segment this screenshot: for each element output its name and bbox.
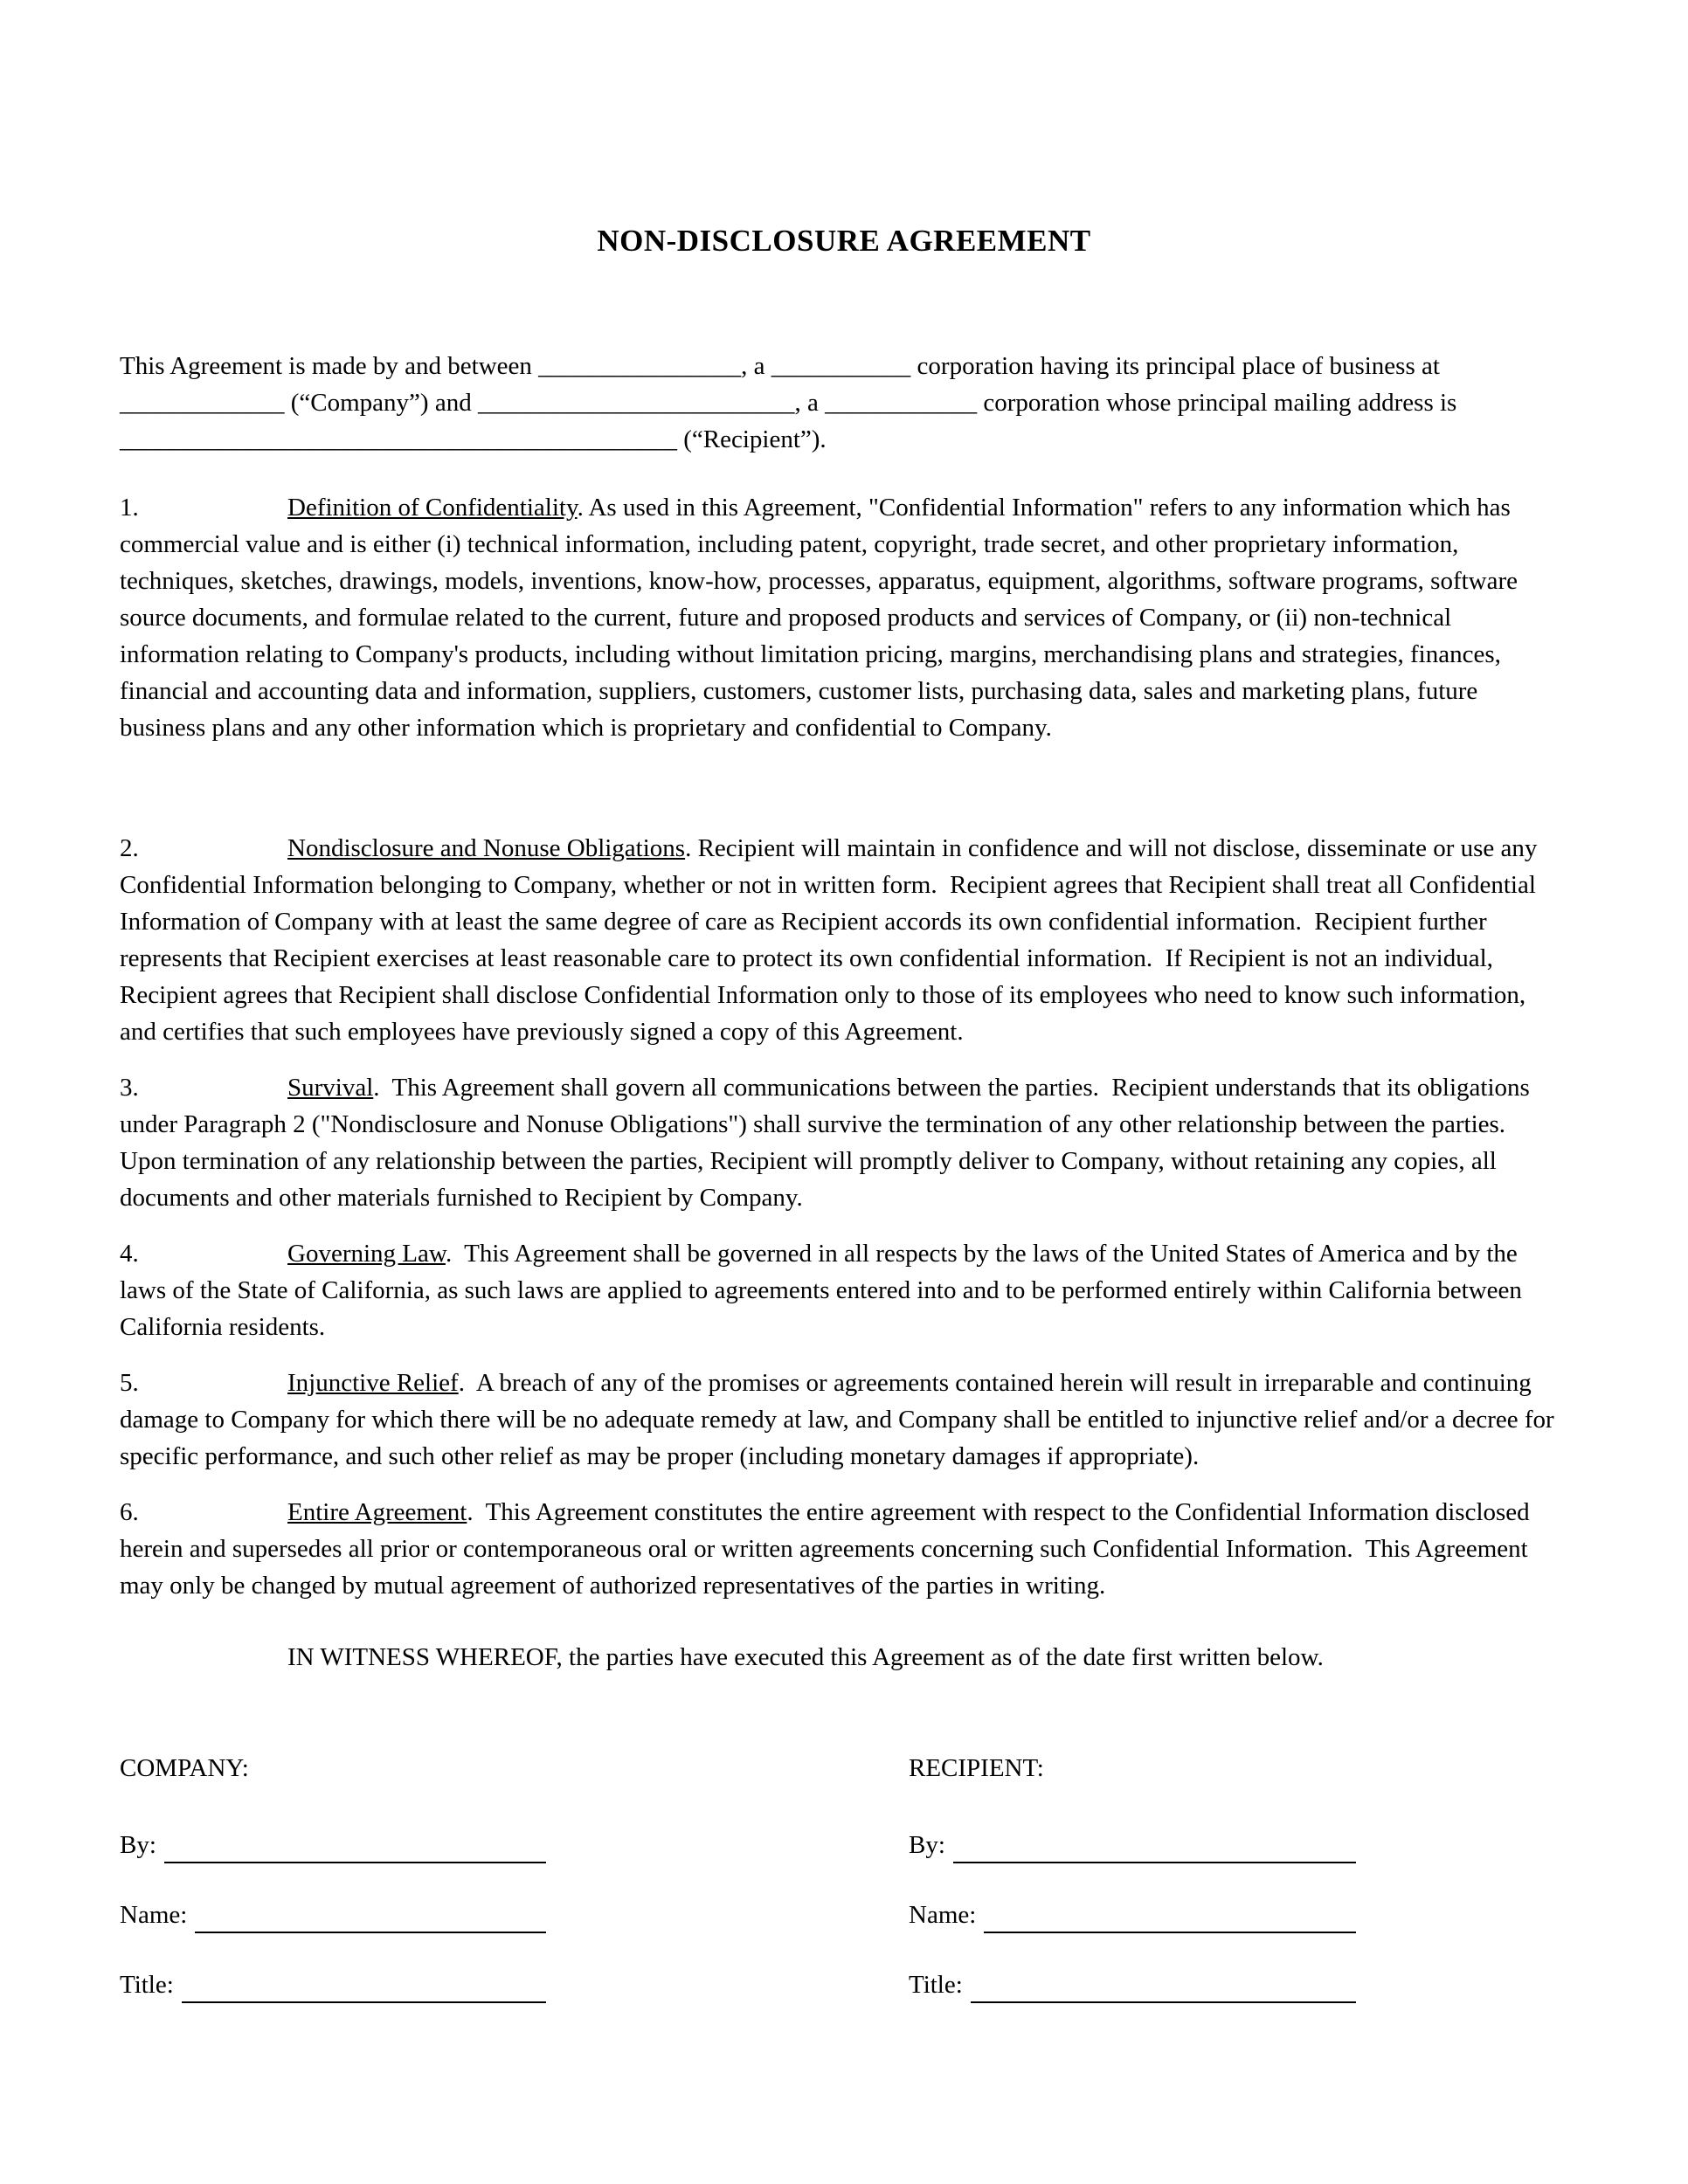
section-4-governing-law <box>120 1235 1568 1345</box>
section-6-heading: Entire Agreement <box>287 1498 467 1526</box>
section-1-number: 1. <box>120 494 139 522</box>
recipient-name-label: Name: <box>909 1901 977 1929</box>
section-5-heading: Injunctive Relief <box>287 1369 459 1397</box>
recipient-label: RECIPIENT: <box>909 1754 1044 1782</box>
signature-block <box>120 1750 1568 2036</box>
section-3-heading: Survival <box>287 1074 374 1102</box>
intro-line-3: ____________________________________________ (“Recipient”). <box>120 425 827 453</box>
witness-clause: IN WITNESS WHEREOF, the parties have executed this Agreement as of the date first written below. <box>287 1643 1324 1671</box>
section-2-number: 2. <box>120 834 139 862</box>
recipient-name-blank <box>984 1900 1356 1933</box>
intro-line-1: This Agreement is made by and between ________________, a ___________ corporation having its principal place of business at <box>120 352 1440 380</box>
section-3-survival <box>120 1069 1568 1216</box>
recipient-title-blank <box>971 1970 1356 2003</box>
recipient-name-row <box>909 1897 1356 1933</box>
company-label: COMPANY: <box>120 1754 249 1782</box>
section-5-number: 5. <box>120 1369 139 1397</box>
company-title-row <box>120 1966 546 2003</box>
company-by-label: By: <box>120 1831 156 1859</box>
intro-paragraph <box>120 348 1568 458</box>
recipient-title-label: Title: <box>909 1971 963 1999</box>
recipient-by-row <box>909 1827 1356 1863</box>
section-6-number: 6. <box>120 1498 139 1526</box>
company-title-label: Title: <box>120 1971 174 1999</box>
section-3-body: . This Agreement shall govern all communications between the parties. Recipient understands that its obligations under Paragraph 2 ("Nondisclosure and Nonuse Obligations") shall survive the termination of any other relationship between the parties. Upon termination of any relationship between the parties, Recipient will promptly deliver to Company, without retaining any copies, all documents and other materials furnished to Recipient by Company. <box>120 1074 1537 1212</box>
section-2-body: . Recipient will maintain in confidence and will not disclose, disseminate or use any Confidential Information belonging to Company, whether or not in written form. Recipient agrees that Recipient shall treat all Confidential Information of Company with at least the same degree of care as Recipient accords its own confidential information. Recipient further represents that Recipient exercises at least reasonable care to protect its own confidential information. If Recipient is not an individual, Recipient agrees that Recipient shall disclose Confidential Information only to those of its employees who need to know such information, and certifies that such employees have previously signed a copy of this Agreement. <box>120 834 1544 1046</box>
section-1-body: . As used in this Agreement, "Confidential Information" refers to any information which has commercial value and is either (i) technical information, including patent, copyright, trade secret, and other proprietary information, techniques, sketches, drawings, models, inventions, know-how, processes, apparatus, equipment, algorithms, software programs, software source documents, and formulae related to the current, future and proposed products and services of Company, or (ii) non-technical information relating to Company's products, including without limitation pricing, margins, merchandising plans and strategies, finances, financial and accounting data and information, suppliers, customers, customer lists, purchasing data, sales and marketing plans, future business plans and any other information which is proprietary and confidential to Company. <box>120 494 1525 742</box>
company-title-blank <box>182 1970 546 2003</box>
section-5-body: . A breach of any of the promises or agreements contained herein will result in irreparable and continuing damage to Company for which there will be no adequate remedy at law, and Company shall be entitled to injunctive relief and/or a decree for specific performance, and such other relief as may be proper (including monetary damages if appropriate). <box>120 1369 1560 1470</box>
company-name-label: Name: <box>120 1901 188 1929</box>
recipient-by-signature-blank <box>953 1830 1356 1863</box>
section-6-entire-agreement <box>120 1494 1568 1604</box>
section-3-number: 3. <box>120 1074 139 1102</box>
section-2-heading: Nondisclosure and Nonuse Obligations <box>287 834 686 862</box>
section-1-heading: Definition of Confidentiality <box>287 494 578 522</box>
company-name-blank <box>195 1900 546 1933</box>
recipient-title-row <box>909 1966 1356 2003</box>
document-title: NON-DISCLOSURE AGREEMENT <box>597 224 1091 258</box>
recipient-signature-column <box>909 1750 1356 2036</box>
company-by-signature-blank <box>164 1830 546 1863</box>
company-name-row <box>120 1897 546 1933</box>
intro-line-2: _____________ (“Company”) and _________________________, a ____________ corporation whose principal mailing address is <box>120 389 1457 417</box>
section-4-number: 4. <box>120 1240 139 1268</box>
section-2-nondisclosure-and-nonuse-obligations <box>120 830 1568 1050</box>
section-6-body: . This Agreement constitutes the entire agreement with respect to the Confidential Information disclosed herein and supersedes all prior or contemporaneous oral or written agreements concerning such Confidential Information. This Agreement may only be changed by mutual agreement of authorized representatives of the parties in writing. <box>120 1498 1536 1600</box>
section-1-definition-of-confidentiality <box>120 489 1568 746</box>
company-by-row <box>120 1827 546 1863</box>
section-5-injunctive-relief <box>120 1365 1568 1475</box>
company-signature-column <box>120 1750 546 2036</box>
section-4-heading: Governing Law <box>287 1240 446 1268</box>
recipient-by-label: By: <box>909 1831 945 1859</box>
section-4-body: . This Agreement shall be governed in all respects by the laws of the United States of America and by the laws of the State of California, as such laws are applied to agreements entered into and to be performed entirely within California between California residents. <box>120 1240 1529 1341</box>
